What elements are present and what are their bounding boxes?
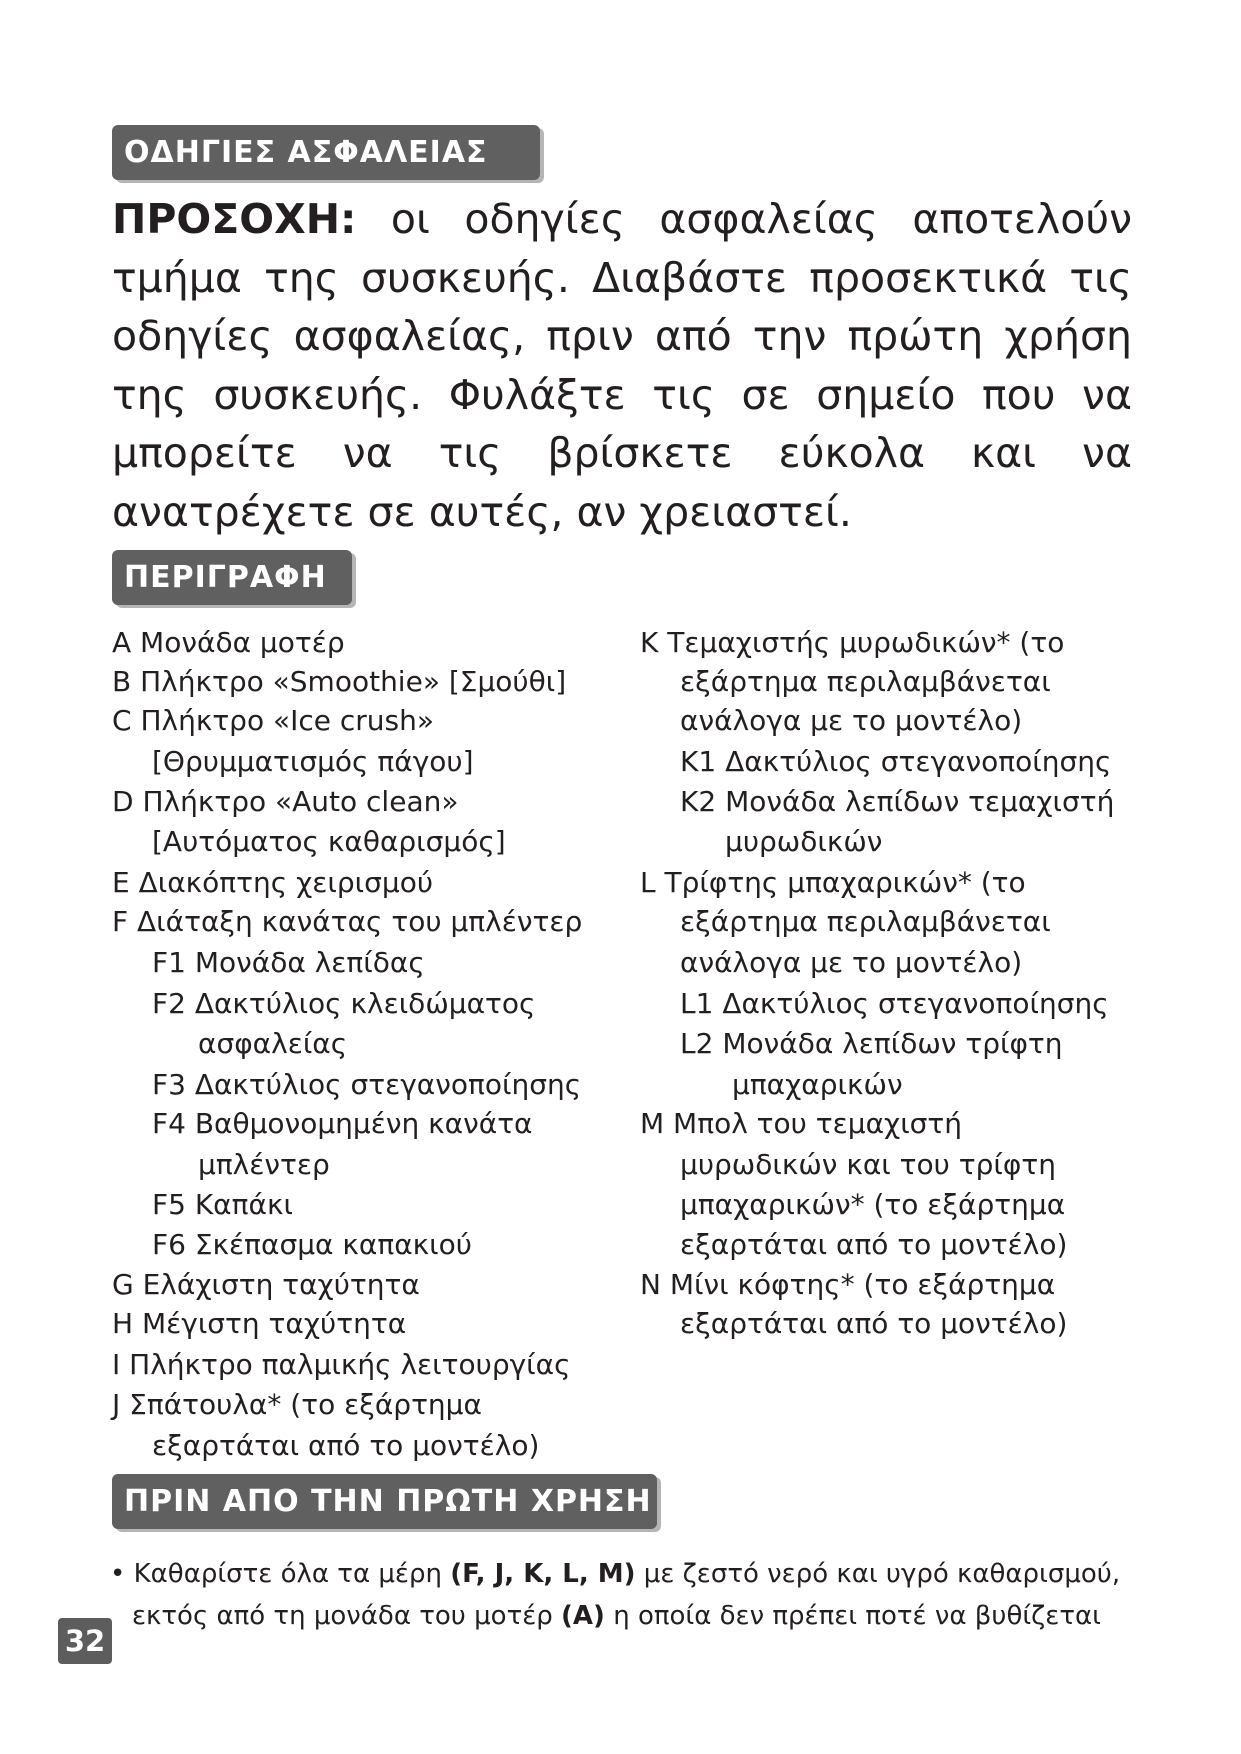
parts-reference: (F, J, K, L, M) xyxy=(450,1559,636,1589)
parts-list-item: E Διακόπτης χειρισμού xyxy=(112,866,434,899)
cleaning-text: Καθαρίστε όλα τα μέρη xyxy=(133,1559,451,1589)
parts-list-item: A Μονάδα μοτέρ xyxy=(112,626,345,659)
parts-list-item: εξαρτάται από το μοντέλο) xyxy=(680,1228,1068,1261)
parts-list-item: F5 Καπάκι xyxy=(152,1188,293,1221)
cleaning-text: με ζεστό νερό και υγρό καθαρισμού, xyxy=(635,1559,1121,1589)
cleaning-text: η οποία δεν πρέπει ποτέ να βυθίζεται xyxy=(604,1601,1101,1631)
parts-list-item: G Ελάχιστη ταχύτητα xyxy=(112,1268,420,1301)
bullet-icon: • xyxy=(110,1559,126,1589)
parts-list-item: L1 Δακτύλιος στεγανοποίησης xyxy=(680,987,1109,1020)
parts-list-item: D Πλήκτρο «Auto clean» xyxy=(112,785,459,818)
parts-list-item: μυρωδικών και του τρίφτη xyxy=(680,1148,1056,1181)
parts-list-item: ανάλογα με το μοντέλο) xyxy=(680,946,1023,979)
parts-list-item: H Μέγιστη ταχύτητα xyxy=(112,1307,407,1340)
parts-list-item: εξαρτάται από το μοντέλο) xyxy=(152,1429,540,1462)
section-heading-description: ΠΕΡΙΓΡΑΦΗ xyxy=(112,550,352,605)
parts-list-item: F Διάταξη κανάτας του μπλέντερ xyxy=(112,905,583,938)
parts-list-item: μπλέντερ xyxy=(198,1148,330,1181)
cleaning-text: εκτός από τη μονάδα του μοτέρ xyxy=(132,1601,562,1631)
parts-list-item: μπαχαρικών* (το εξάρτημα xyxy=(680,1188,1066,1221)
section-heading-safety: ΟΔΗΓΙΕΣ ΑΣΦΑΛΕΙΑΣ xyxy=(112,125,540,180)
cleaning-instruction xyxy=(110,1553,1120,1637)
parts-list-item: [Θρυμματισμός πάγου] xyxy=(152,745,474,778)
parts-list-item: C Πλήκτρο «Ice crush» xyxy=(112,704,435,737)
parts-reference: (A) xyxy=(561,1601,605,1631)
page-number: 32 xyxy=(58,1618,112,1664)
parts-list-item: εξαρτάται από το μοντέλο) xyxy=(680,1307,1068,1340)
parts-list-item: L Τρίφτης μπαχαρικών* (το xyxy=(640,866,1026,899)
parts-list-item: [Αυτόματος καθαρισμός] xyxy=(152,825,506,858)
parts-list-item: B Πλήκτρο «Smoothie» [Σμούθι] xyxy=(112,665,567,698)
parts-list-item: K1 Δακτύλιος στεγανοποίησης xyxy=(680,745,1112,778)
parts-list-item: F6 Σκέπασμα καπακιού xyxy=(152,1228,472,1261)
parts-list-item: μυρωδικών xyxy=(725,825,883,858)
parts-list-item: ανάλογα με το μοντέλο) xyxy=(680,704,1023,737)
parts-list-item: εξάρτημα περιλαμβάνεται xyxy=(680,905,1051,938)
parts-list-item: K2 Μονάδα λεπίδων τεμαχιστή xyxy=(680,785,1115,818)
parts-list-item: L2 Μονάδα λεπίδων τρίφτη xyxy=(680,1027,1063,1060)
parts-list-item: F3 Δακτύλιος στεγανοποίησης xyxy=(152,1068,582,1101)
caution-text: οι οδηγίες ασφαλείας αποτελούν τμήμα της συσκευής. Διαβάστε προσεκτικά τις οδηγίες ασφαλείας, πριν από την πρώτη χρήση της συσκευής. Φυλάξτε τις σε σημείο που να μπορείτε να τις βρίσκετε εύκολα και να ανατρέχετε σε αυτές, αν χρειαστεί. xyxy=(112,195,1132,536)
caution-label: ΠΡΟΣΟΧΗ: xyxy=(112,195,357,243)
parts-list-item: M Μπολ του τεμαχιστή xyxy=(640,1107,963,1140)
parts-list-item: I Πλήκτρο παλμικής λειτουργίας xyxy=(112,1348,571,1381)
parts-list-item: μπαχαρικών xyxy=(732,1068,903,1101)
safety-intro-paragraph xyxy=(112,190,1132,541)
section-heading-before-first-use: ΠΡΙΝ ΑΠΟ ΤΗΝ ΠΡΩΤΗ ΧΡΗΣΗ xyxy=(112,1474,657,1529)
parts-list-item: εξάρτημα περιλαμβάνεται xyxy=(680,665,1051,698)
parts-list-item: ασφαλείας xyxy=(198,1027,348,1060)
parts-list-item: K Τεμαχιστής μυρωδικών* (το xyxy=(640,626,1065,659)
parts-list-item: N Μίνι κόφτης* (το εξάρτημα xyxy=(640,1268,1056,1301)
parts-list-item: J Σπάτουλα* (το εξάρτημα xyxy=(112,1388,482,1421)
parts-list-item: F1 Μονάδα λεπίδας xyxy=(152,946,425,979)
parts-list-item: F2 Δακτύλιος κλειδώματος xyxy=(152,987,536,1020)
parts-list-item: F4 Βαθμονομημένη κανάτα xyxy=(152,1107,533,1140)
